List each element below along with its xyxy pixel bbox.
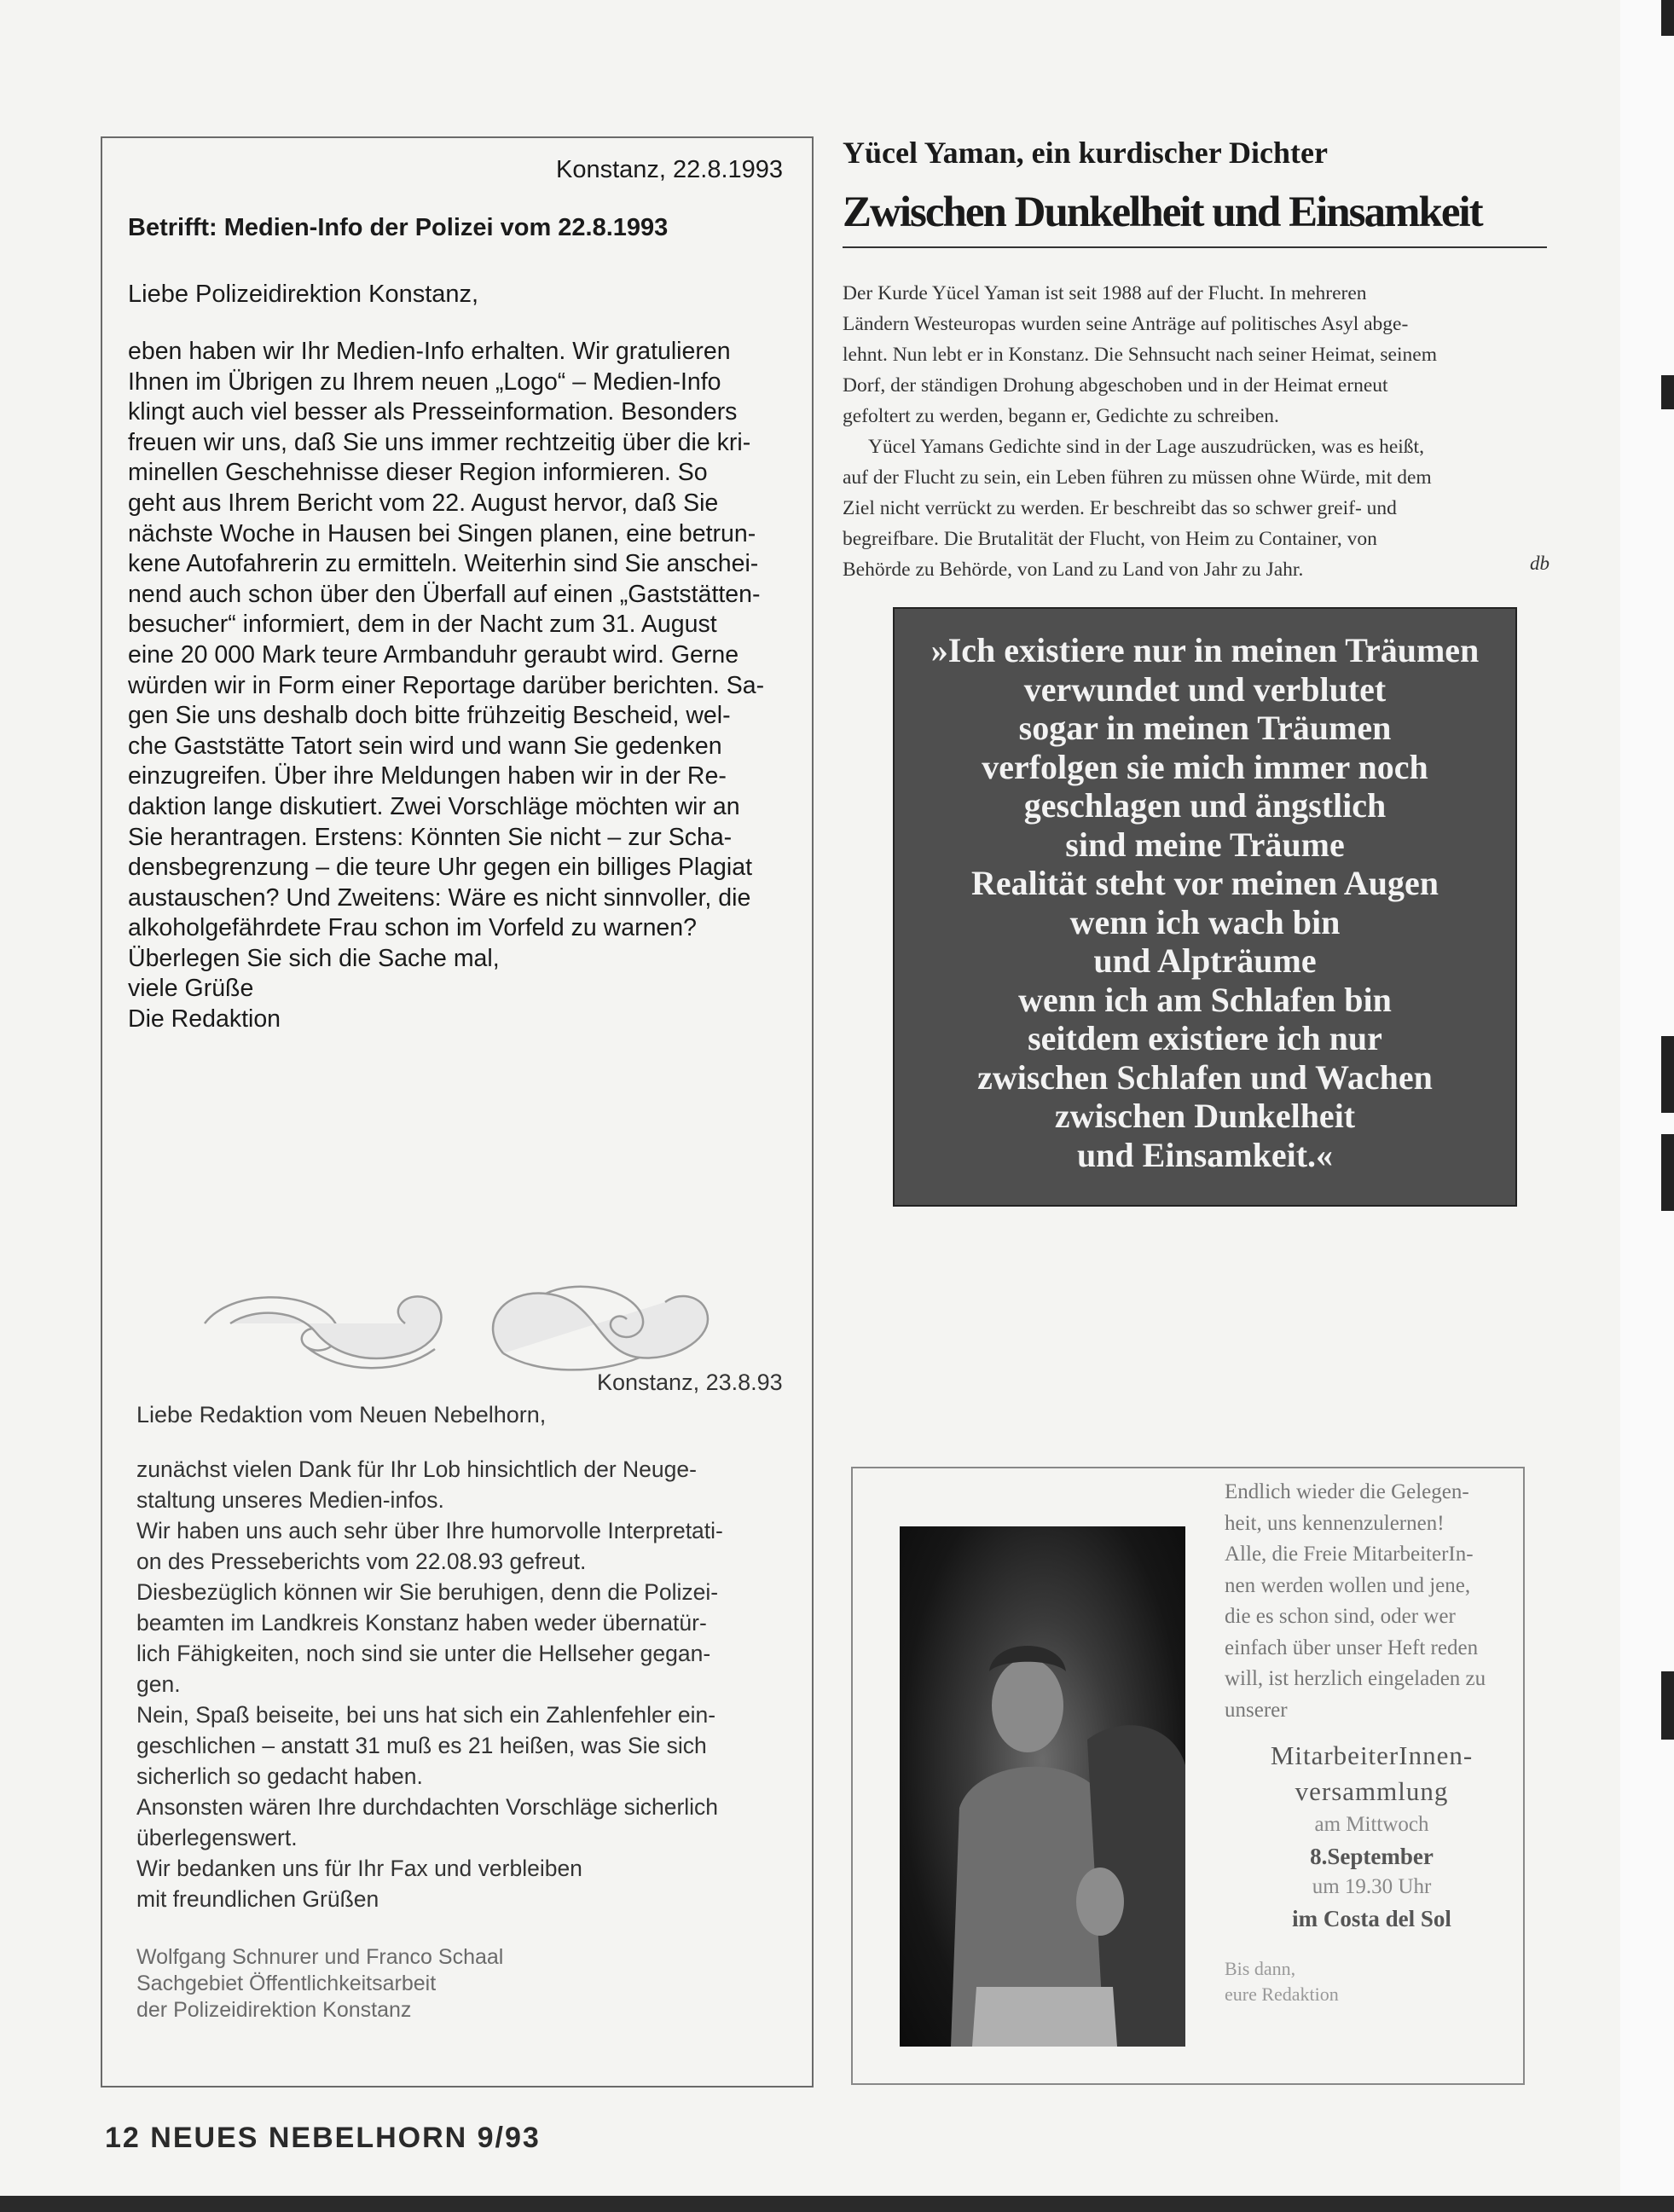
text-line: Wir haben uns auch sehr über Ihre humorvolle Interpretati- [136,1518,723,1543]
poem-line: seitdem existiere ich nur [1028,1019,1382,1057]
invitation-text [1225,1477,1519,2007]
text-line: der Polizeidirektion Konstanz [136,1998,412,2022]
text-line: die es schon sind, oder wer [1225,1605,1456,1628]
poem-line: sogar in meinen Träumen [1018,709,1392,747]
closing-line: Bis dann, [1225,1958,1296,1979]
text-line: überlegenswert. [136,1825,298,1850]
text-line: on des Presseberichts vom 22.08.93 gefreut. [136,1549,587,1574]
article-body [843,278,1437,585]
text-line: daktion lange diskutiert. Zwei Vorschläge möchten wir an [128,792,740,820]
letter2-signature [136,1944,503,2024]
event-title-line2: versammlung [1295,1776,1449,1806]
event-place: im Costa del Sol [1292,1905,1451,1931]
text-line: will, ist herzlich eingeladen zu [1225,1667,1486,1690]
text-line: Überlegen Sie sich die Sache mal, [128,944,500,972]
letters-box [101,136,814,2088]
poem-line: und Einsamkeit.« [1076,1135,1334,1174]
poem-line: geschlagen und ängstlich [1023,786,1387,825]
text-line: che Gaststätte Tatort sein wird und wann Sie gedenken [128,732,722,760]
poem-box [893,607,1517,1207]
text-line: einzugreifen. Über ihre Meldungen haben wir in der Re- [128,762,727,790]
edge-mark [1661,1036,1674,1113]
text-line: Yücel Yamans Gedichte sind in der Lage auszudrücken, was es heißt, [868,436,1424,458]
text-line: densbegrenzung – die teure Uhr gegen ein billiges Plagiat [128,854,753,882]
letter2-salutation: Liebe Redaktion vom Neuen Nebelhorn, [136,1402,547,1427]
article-headline: Zwischen Dunkelheit und Einsamkeit [843,188,1482,236]
article-kicker: Yücel Yaman, ein kurdischer Dichter [843,136,1328,170]
text-line: Behörde zu Behörde, von Land zu Land von Jahr zu Jahr. [843,559,1304,581]
text-line: Endlich wieder die Gelegen- [1225,1480,1469,1503]
letter1-subject: Betrifft: Medien-Info der Polizei vom 22.8.1993 [128,214,669,241]
event-title-line1: MitarbeiterInnen- [1270,1740,1474,1770]
text-line: nächste Woche in Hausen bei Singen planen, eine betrun- [128,519,756,547]
text-line: gen. [136,1671,181,1697]
text-line: gefoltert zu werden, begann er, Gedichte zu schreiben. [843,405,1279,427]
letter1-body [128,337,764,1035]
text-line: würden wir in Form einer Reportage darüber berichten. Sa- [128,671,765,699]
event-day: am Mittwoch [1314,1813,1429,1836]
text-line: eben haben wir Ihr Medien-Info erhalten. Wir gratulieren [128,338,731,365]
text-line: Sie herantragen. Erstens: Könnten Sie nicht – zur Scha- [128,823,733,851]
event-date: 8.September [1310,1843,1434,1869]
poem-line: wenn ich wach bin [1069,902,1341,941]
text-line: Wir bedanken uns für Ihr Fax und verbleiben [136,1856,582,1881]
text-line: Sachgebiet Öffentlichkeitsarbeit [136,1972,437,1995]
edge-mark [1661,375,1674,409]
text-line: Wolfgang Schnurer und Franco Schaal [136,1945,504,1969]
poem-line: sind meine Träume [1065,825,1345,864]
text-line: geschlichen – anstatt 31 muß es 21 heißen, was Sie sich [136,1733,707,1758]
ornament-divider [196,1272,725,1383]
text-line: Die Redaktion [128,1005,281,1034]
text-line: unserer [1225,1698,1288,1722]
poem-line: und Alpträume [1093,941,1317,980]
text-line: Der Kurde Yücel Yaman ist seit 1988 auf der Flucht. In mehreren [843,282,1367,304]
poem-line: wenn ich am Schlafen bin [1018,980,1392,1019]
text-line: lehnt. Nun lebt er in Konstanz. Die Sehnsucht nach seiner Heimat, seinem [843,344,1437,366]
closing-line: eure Redaktion [1225,1983,1339,2005]
text-line: kene Autofahrerin zu ermitteln. Weiterhin sind Sie anschei- [128,550,759,578]
text-line: geht aus Ihrem Bericht vom 22. August hervor, daß Sie [128,489,719,517]
text-line: freuen wir uns, daß Sie uns immer rechtzeitig über die kri- [128,428,751,456]
text-line: nend auch schon über den Überfall auf einen „Gaststätten- [128,580,761,608]
text-line: zunächst vielen Dank für Ihr Lob hinsichtlich der Neuge- [136,1456,697,1482]
letter2-body [136,1454,723,1914]
edge-mark [1661,1671,1674,1740]
person-photo [900,1526,1185,2047]
text-line: austauschen? Und Zweitens: Wäre es nicht sinnvoller, die [128,883,751,912]
text-line: gen Sie uns deshalb doch bitte frühzeitig Bescheid, wel- [128,702,731,730]
text-line: sicherlich so gedacht haben. [136,1763,423,1789]
text-line: Alle, die Freie MitarbeiterIn- [1225,1543,1474,1566]
text-line: einfach über unser Heft reden [1225,1636,1479,1659]
page-footer: 12 NEUES NEBELHORN 9/93 [105,2122,541,2154]
text-line: Nein, Spaß beiseite, bei uns hat sich ein Zahlenfehler ein- [136,1702,716,1728]
text-line: eine 20 000 Mark teure Armbanduhr geraubt wird. Gerne [128,640,739,669]
text-line: nen werden wollen und jene, [1225,1573,1471,1597]
letter1-date: Konstanz, 22.8.1993 [556,156,784,183]
event-time: um 19.30 Uhr [1312,1875,1432,1898]
text-line: viele Grüße [128,975,254,1003]
headline-rule [843,246,1547,248]
poem-line: verwundet und verblutet [1023,669,1387,709]
poem-line: Realität steht vor meinen Augen [970,864,1439,902]
poem-line: zwischen Dunkelheit [1054,1097,1356,1135]
text-line: Ansonsten wären Ihre durchdachten Vorschläge sicherlich [136,1794,719,1820]
text-line: beamten im Landkreis Konstanz haben weder übernatür- [136,1610,707,1636]
text-line: mit freundlichen Grüßen [136,1886,379,1912]
text-line: lich Fähigkeiten, noch sind sie unter die Hellseher gegan- [136,1641,711,1666]
text-line: Diesbezüglich können wir Sie beruhigen, denn die Polizei- [136,1579,719,1605]
poem-line: verfolgen sie mich immer noch [982,747,1428,786]
edge-mark [1661,1134,1674,1211]
text-line: alkoholgefährdete Frau schon im Vorfeld zu warnen? [128,914,697,942]
text-line: heit, uns kennenzulernen! [1225,1511,1445,1535]
letter2-date: Konstanz, 23.8.93 [597,1369,783,1395]
text-line: minellen Geschehnisse dieser Region informieren. So [128,459,708,487]
text-line: staltung unseres Medien-infos. [136,1487,444,1513]
poem-line: »Ich existiere nur in meinen Träumen [930,631,1480,669]
text-line: Ländern Westeuropas wurden seine Anträge auf politisches Asyl abge- [843,313,1409,335]
text-line: begreifbare. Die Brutalität der Flucht, von Heim zu Container, von [843,528,1377,550]
text-line: Ihnen im Übrigen zu Ihrem neuen „Logo“ – Medien-Info [128,368,721,396]
letter1-salutation: Liebe Polizeidirektion Konstanz, [128,281,479,308]
edge-mark [1661,0,1674,36]
text-line: Ziel nicht verrückt zu werden. Er beschreibt das so schwer greif- und [843,497,1397,519]
photo-figure [900,1526,1185,2047]
poem-line: zwischen Schlafen und Wachen [977,1057,1433,1097]
text-line: besucher“ informiert, dem in der Nacht zum 31. August [128,611,717,639]
text-line: auf der Flucht zu sein, ein Leben führen zu müssen ohne Würde, mit dem [843,466,1432,489]
text-line: klingt auch viel besser als Presseinformation. Besonders [128,398,738,426]
scan-bottom-edge [0,2196,1674,2212]
text-line: Dorf, der ständigen Drohung abgeschoben und in der Heimat erneut [843,374,1388,397]
article-author: db [1530,553,1549,574]
